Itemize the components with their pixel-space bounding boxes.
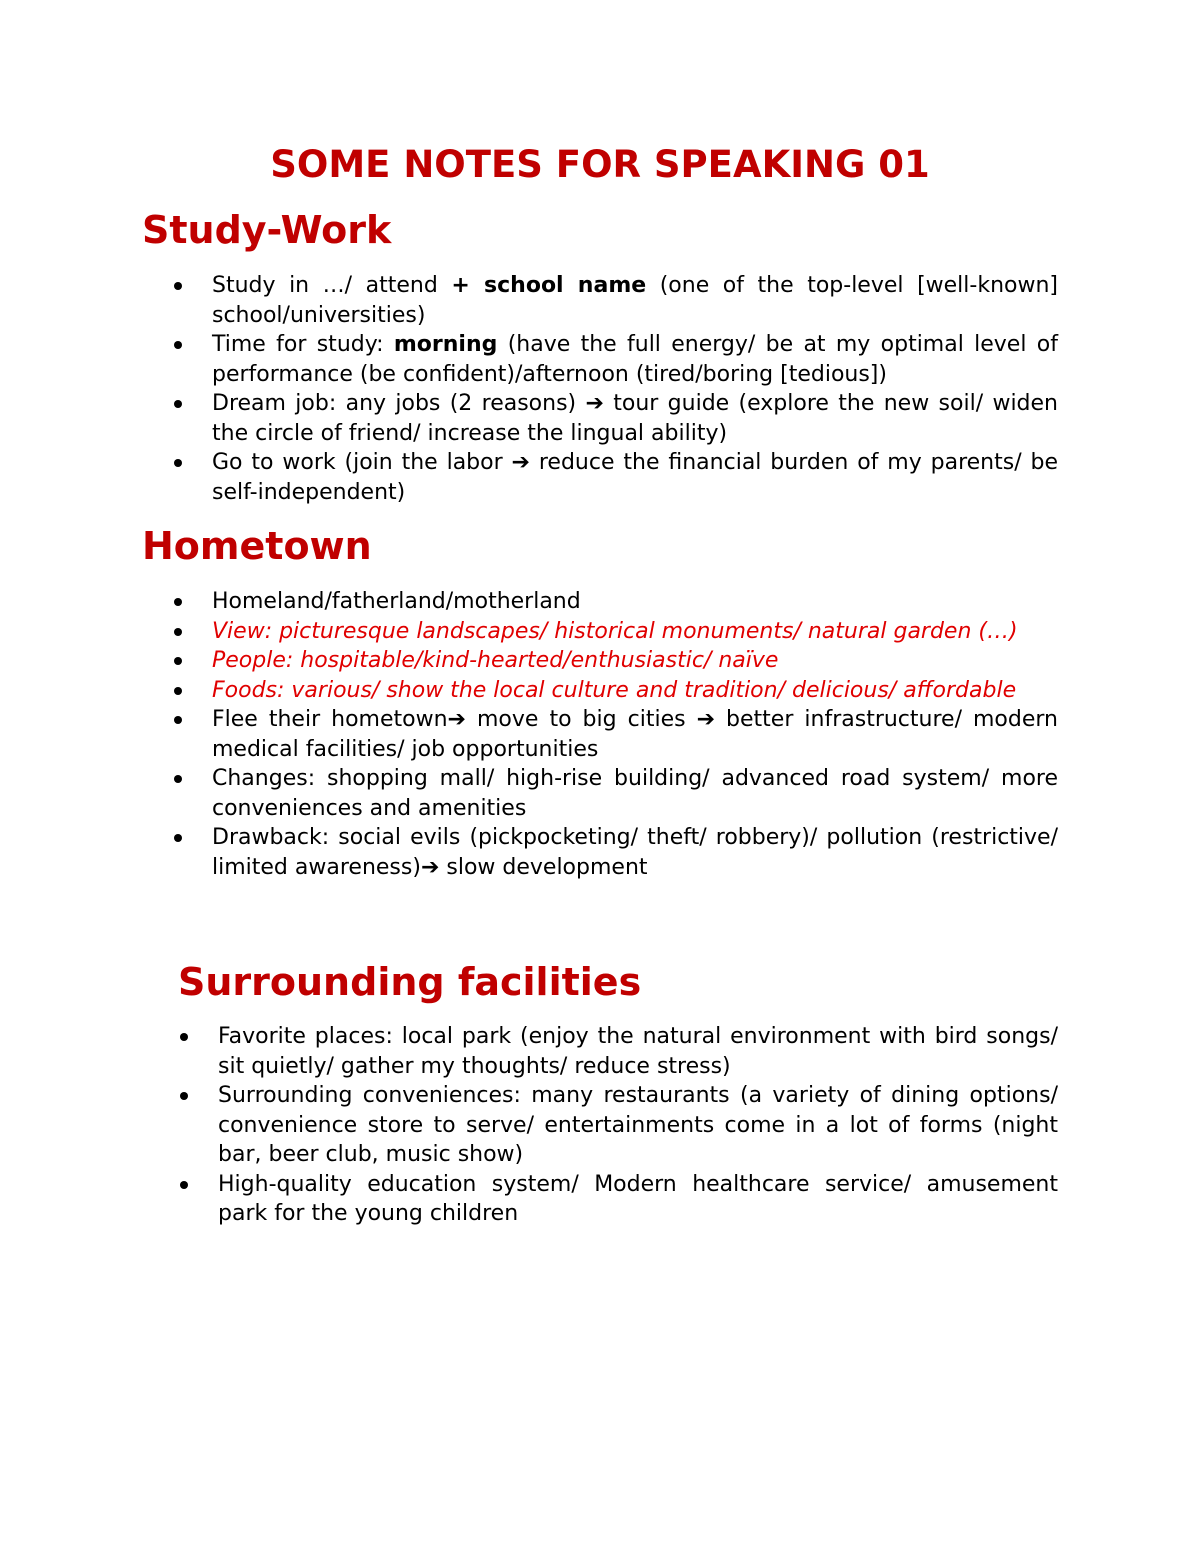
section-title-hometown: Hometown <box>142 524 372 568</box>
list-item: Dream job: any jobs (2 reasons) ➔ tour guide (explore the new soil/ widen the circle of friend/ increase the lingual ability) <box>212 389 1058 448</box>
list-item: Surrounding conveniences: many restaurants (a variety of dining options/ convenience store to serve/ entertainments come in a lot of forms (night bar, beer club, music show) <box>218 1081 1058 1170</box>
bold-text: + school name <box>451 273 647 298</box>
list-item: Go to work (join the labor ➔ reduce the financial burden of my parents/ be self-independent) <box>212 448 1058 507</box>
bold-text: morning <box>393 332 498 357</box>
document-title: SOME NOTES FOR SPEAKING 01 <box>270 143 930 186</box>
section-title-surrounding-facilities: Surrounding facilities <box>178 960 642 1004</box>
list-item: Drawback: social evils (pickpocketing/ theft/ robbery)/ pollution (restrictive/ limited awareness)➔ slow development <box>212 823 1058 882</box>
list-item-highlight: Foods: various/ show the local culture and tradition/ delicious/ affordable <box>212 676 1058 706</box>
study-work-list <box>212 271 1058 507</box>
list-item-highlight: People: hospitable/kind-hearted/enthusiastic/ naïve <box>212 646 1058 676</box>
arrow-icon: ➔ <box>420 854 440 880</box>
arrow-icon: ➔ <box>447 707 466 732</box>
surrounding-facilities-list <box>218 1022 1058 1229</box>
list-item: Changes: shopping mall/ high-rise building/ advanced road system/ more conveniences and amenities <box>212 764 1058 823</box>
arrow-icon: ➔ <box>696 707 716 732</box>
arrow-icon: ➔ <box>511 450 530 475</box>
list-item: High-quality education system/ Modern healthcare service/ amusement park for the young children <box>218 1170 1058 1229</box>
list-item: Study in …/ attend + school name (one of the top-level [well-known] school/universities) <box>212 271 1058 330</box>
section-title-study-work: Study-Work <box>142 208 392 252</box>
hometown-list <box>212 587 1058 882</box>
list-item: Flee their hometown➔ move to big cities ➔ better infrastructure/ modern medical facilities/ job opportunities <box>212 705 1058 764</box>
list-item: Time for study: morning (have the full energy/ be at my optimal level of performance (be confident)/afternoon (tired/boring [tedious]) <box>212 330 1058 389</box>
list-item: Favorite places: local park (enjoy the natural environment with bird songs/ sit quietly/ gather my thoughts/ reduce stress) <box>218 1022 1058 1081</box>
list-item: Homeland/fatherland/motherland <box>212 587 1058 617</box>
arrow-icon: ➔ <box>585 391 604 416</box>
list-item-highlight: View: picturesque landscapes/ historical monuments/ natural garden (…) <box>212 617 1058 647</box>
